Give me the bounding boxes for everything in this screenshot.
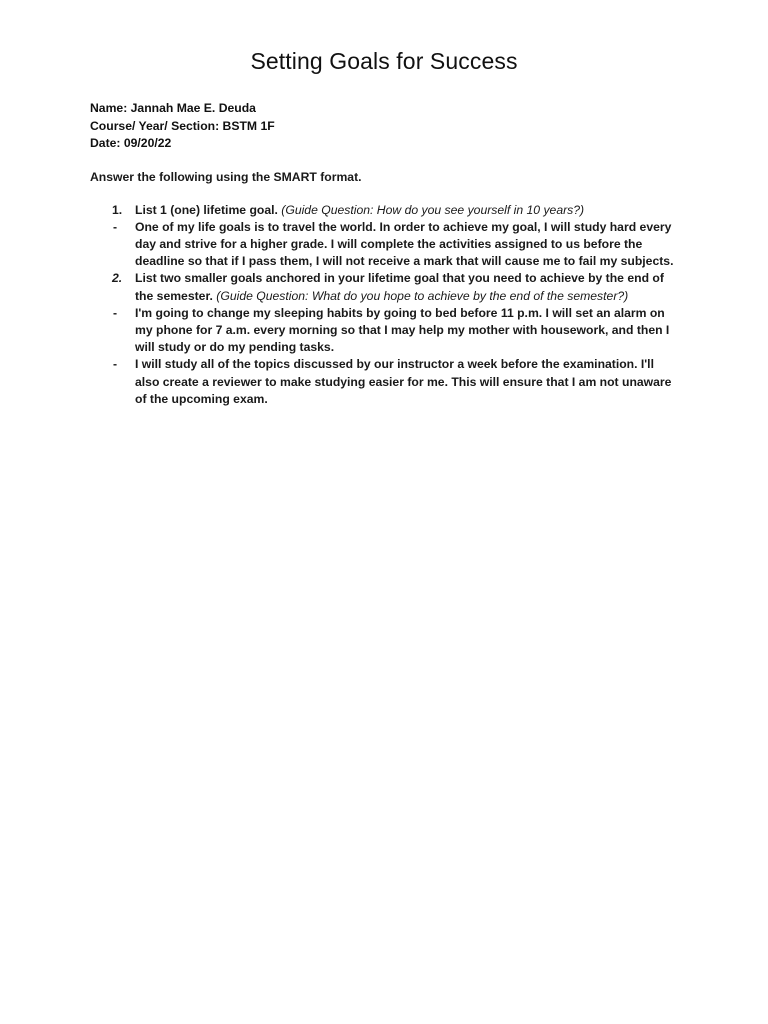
- question-number-1: 1.: [112, 202, 123, 217]
- question-item-1: [90, 202, 678, 219]
- answer-list-2: [90, 305, 678, 408]
- document-title: Setting Goals for Success: [250, 48, 518, 74]
- answer-item: [90, 219, 678, 271]
- dash-bullet: -: [113, 305, 118, 320]
- name-line: Name: Jannah Mae E. Deuda: [90, 101, 256, 115]
- student-info: [90, 100, 678, 153]
- question-list: [90, 202, 678, 408]
- dash-bullet: -: [113, 357, 118, 372]
- answer-item: [90, 356, 678, 408]
- guide-question-1: (Guide Question: How do you see yourself in 10 years?): [281, 202, 585, 217]
- question-number-2: 2.: [112, 271, 123, 286]
- answer-text: One of my life goals is to travel the world. In order to achieve my goal, I will study hard every day and strive for a higher grade. I will complete the activities assigned to us before the deadline so that if I pass them, I will not receive a mark that will cause me to fail my subjects.: [135, 219, 674, 269]
- answer-text: I'm going to change my sleeping habits by going to bed before 11 p.m. I will set an alarm on my phone for 7 a.m. every morning so that I may help my mother with housework, and then I will study or do my pending tasks.: [135, 305, 670, 355]
- answer-text: I will study all of the topics discussed by our instructor a week before the examination. I'll also create a reviewer to make studying easier for me. This will ensure that I am not unaware of the upcoming exam.: [135, 357, 672, 406]
- answer-item: [90, 305, 678, 357]
- question-prompt-2: List two smaller goals anchored in your lifetime goal that you need to achieve by the end of the semester.: [135, 271, 664, 303]
- course-line: Course/ Year/ Section: BSTM 1F: [90, 118, 275, 133]
- question-prompt-1: List 1 (one) lifetime goal.: [135, 202, 282, 217]
- instructions: Answer the following using the SMART format.: [90, 169, 362, 184]
- date-line: Date: 09/20/22: [90, 136, 172, 150]
- dash-bullet: -: [113, 219, 118, 234]
- guide-question-2: (Guide Question: What do you hope to achieve by the end of the semester?): [216, 288, 629, 303]
- question-item-2: [90, 270, 678, 304]
- answer-list-1: [90, 219, 678, 271]
